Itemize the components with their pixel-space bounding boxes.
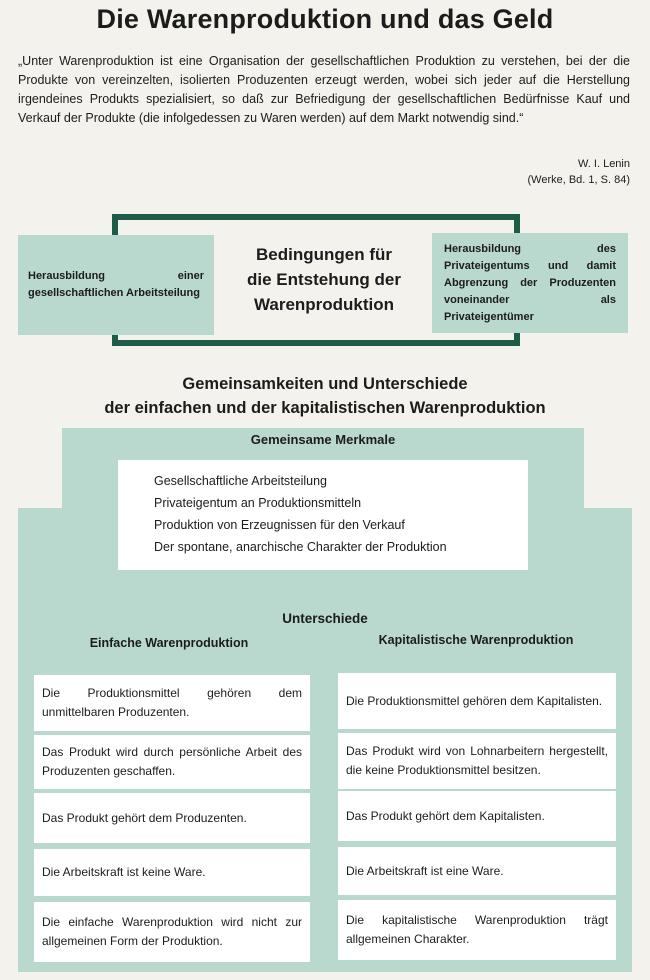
conditions-heading [224,242,424,317]
condition-right-text: Herausbildung des Privateigentums und damit Abgrenzung der Produzenten voneinander als Privateigentümer [444,242,616,323]
capitalist-difference-cell [338,791,616,841]
capitalist-difference-cell [338,847,616,895]
capitalist-production-title: Kapitalistische Warenproduktion [378,633,574,647]
simple-difference-cell [34,675,310,731]
capitalist-difference-text: Das Produkt gehört dem Kapitalisten. [346,808,545,823]
comparison-heading-line: der einfachen und der kapitalistischen Warenproduktion [104,399,546,417]
simple-difference-text: Die Produktionsmittel gehören dem unmittelbaren Produzenten. [42,686,302,719]
capitalist-difference-text: Die Produktionsmittel gehören dem Kapitalisten. [346,693,603,708]
simple-difference-cell [34,849,310,896]
comparison-heading [0,372,650,420]
simple-difference-cell [34,735,310,789]
simple-production-title: Einfache Warenproduktion [89,636,249,650]
lenin-quote: „Unter Warenproduktion ist eine Organisation der gesellschaftlichen Produktion zu verstehen, bei der die Produkte von vereinzelten, isolierten Produzenten erzeugt werden, wobei sich jeder auf die Herstellung irgendeines Produkts spezialisiert, so daß zur Befriedigung der gesellschaftlichen Bedürfnisse Kauf und Verkauf der Produkte (die infolgedessen zu Waren werden) auf dem Markt notwendig sind.“ [18,54,630,125]
capitalist-difference-cell [338,900,616,960]
differences-title: Unterschiede [282,611,368,626]
quote-source [527,156,630,188]
conditions-heading-line: Bedingungen für [256,245,392,264]
simple-difference-text: Die Arbeitskraft ist keine Ware. [42,865,206,879]
condition-left-text: Herausbildung einer gesellschaftlichen Arbeitsteilung [28,270,204,299]
capitalist-difference-cell [338,733,616,789]
condition-left-box [18,235,214,335]
condition-right-box [432,233,628,333]
common-feature-item: Gesellschaftliche Arbeitsteilung [154,474,328,488]
simple-difference-cell [34,902,310,962]
common-feature-item: Produktion von Erzeugnissen für den Verkauf [154,518,405,532]
capitalist-difference-cell [338,673,616,729]
page-title: Die Warenproduktion und das Geld [96,4,554,34]
common-feature-item: Privateigentum an Produktionsmitteln [154,496,362,510]
simple-difference-text: Die einfache Warenproduktion wird nicht zur allgemeinen Form der Produktion. [42,915,302,948]
simple-difference-text: Das Produkt gehört dem Produzenten. [42,810,247,825]
capitalist-difference-text: Das Produkt wird von Lohnarbeitern hergestellt, die keine Produktionsmittel besitzen. [346,744,608,777]
conditions-heading-line: Warenproduktion [253,295,395,314]
capitalist-difference-text: Die kapitalistische Warenproduktion trägt allgemeinen Charakter. [346,913,608,946]
comparison-heading-line: Gemeinsamkeiten und Unterschiede [182,375,468,393]
conditions-heading-line: die Entstehung der [247,270,401,289]
simple-difference-cell [34,793,310,843]
simple-difference-text: Das Produkt wird durch persönliche Arbeit des Produzenten geschaffen. [42,745,302,778]
common-features-title: Gemeinsame Merkmale [250,432,396,447]
quote-author: W. I. Lenin [578,158,630,170]
quote-reference: (Werke, Bd. 1, S. 84) [527,174,630,186]
common-feature-item: Der spontane, anarchische Charakter der Produktion [154,540,447,554]
common-features-list [118,460,528,570]
capitalist-difference-text: Die Arbeitskraft ist eine Ware. [346,863,504,878]
